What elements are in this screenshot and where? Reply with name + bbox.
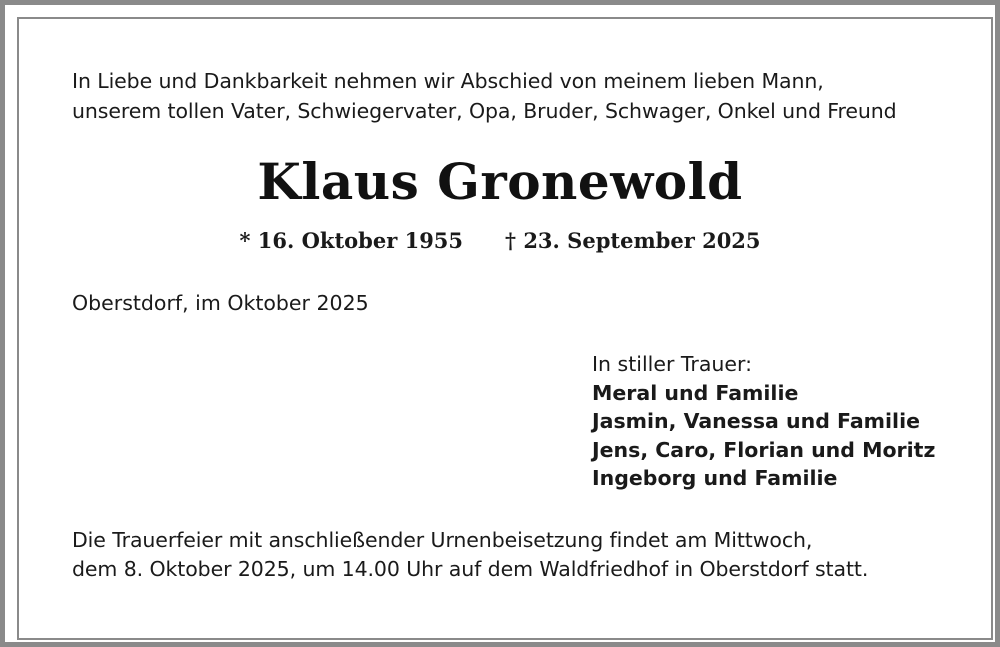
funeral-line-2: dem 8. Oktober 2025, um 14.00 Uhr auf dem Waldfriedhof in Oberstdorf statt. xyxy=(72,557,869,581)
mourners-heading: In stiller Trauer: xyxy=(592,352,752,376)
mourners-block xyxy=(592,350,935,493)
intro-text xyxy=(72,66,897,126)
mourner-name: Meral und Familie xyxy=(592,380,799,405)
mourner-name: Ingeborg und Familie xyxy=(592,466,838,490)
mourner-name: Jasmin, Vanessa und Familie xyxy=(592,409,920,433)
deceased-name: Klaus Gronewold xyxy=(257,152,743,211)
life-dates xyxy=(0,226,1000,256)
intro-line-2: unserem tollen Vater, Schwiegervater, Opa, Bruder, Schwager, Onkel und Freund xyxy=(72,99,897,123)
death-date: † 23. September 2025 xyxy=(505,228,761,253)
intro-line-1: In Liebe und Dankbarkeit nehmen wir Abschied von meinem lieben Mann, xyxy=(72,69,824,93)
mourner-name: Jens, Caro, Florian und Moritz xyxy=(592,437,936,462)
place-and-date: Oberstdorf, im Oktober 2025 xyxy=(72,291,369,315)
funeral-line-1: Die Trauerfeier mit anschließender Urnenbeisetzung findet am Mittwoch, xyxy=(72,528,813,552)
funeral-notice xyxy=(72,526,868,584)
birth-date: * 16. Oktober 1955 xyxy=(239,228,464,253)
